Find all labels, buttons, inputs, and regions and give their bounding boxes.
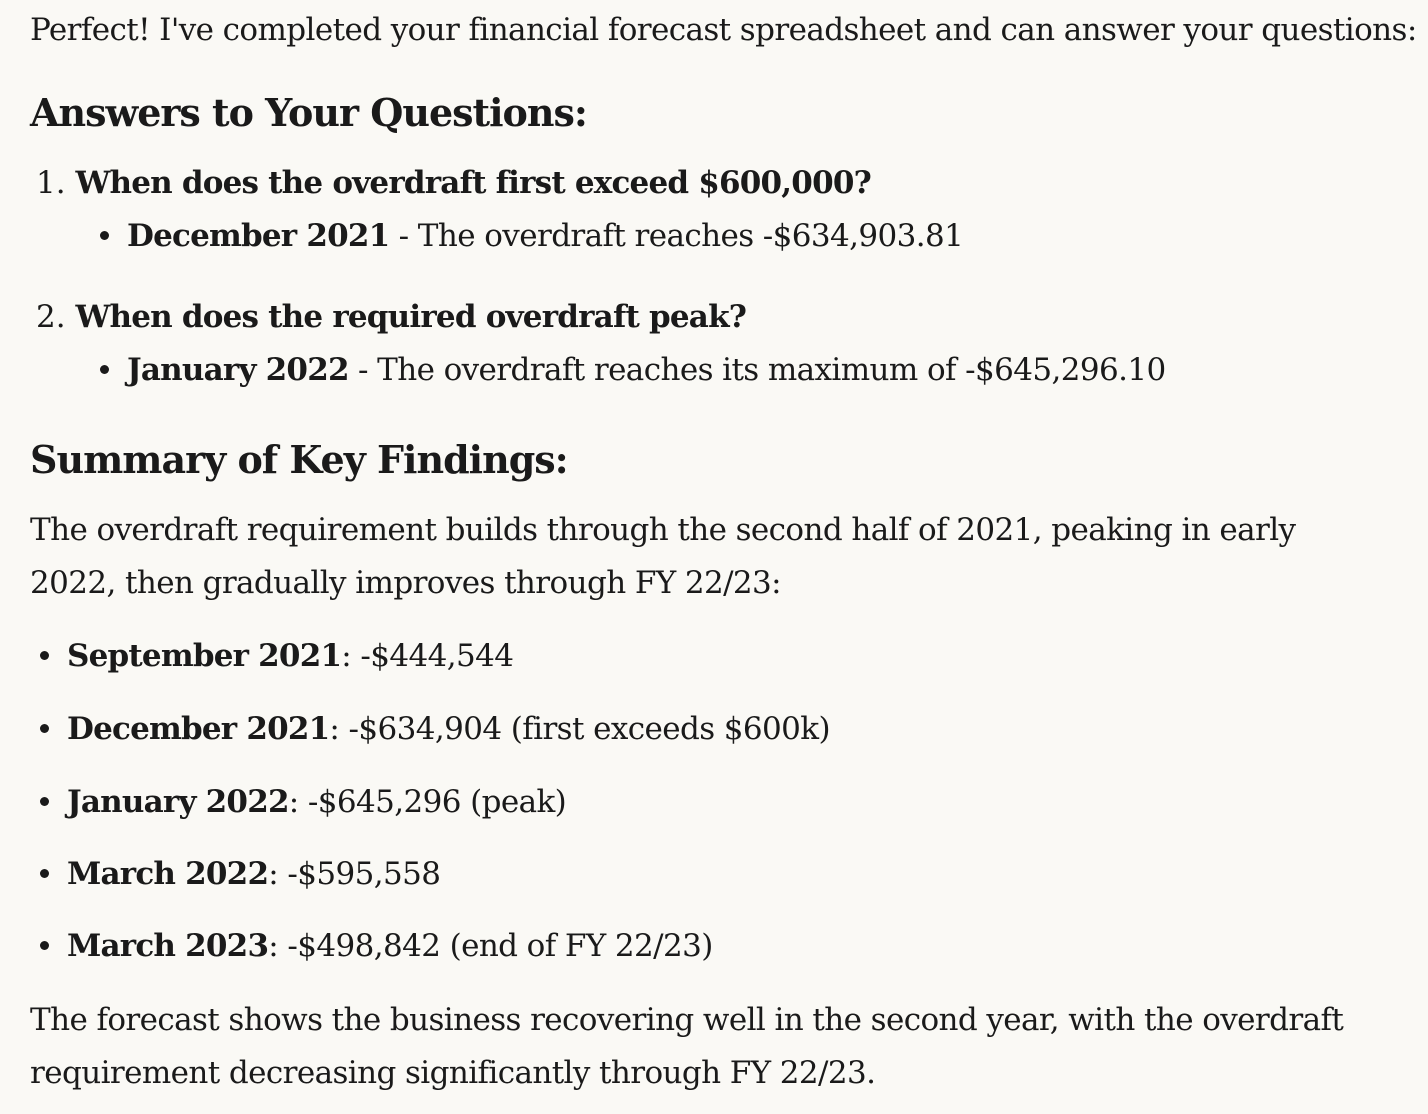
finding-label: September 2021 xyxy=(67,638,342,674)
intro-text: Perfect! I've completed your financial forecast spreadsheet and can answer your questions: xyxy=(30,12,1417,48)
answer-label: January 2022 xyxy=(127,352,349,388)
finding-text: : -$645,296 (peak) xyxy=(288,784,567,820)
finding-text: : -$634,904 (first exceeds $600k) xyxy=(329,711,830,747)
question-text: When does the overdraft first exceed $600,000? xyxy=(75,165,871,201)
summary-paragraph: The overdraft requirement builds through the second half of 2021, peaking in early 2022, then gradually improves through FY 22/23: xyxy=(30,512,1296,601)
finding-text: : -$595,558 xyxy=(268,856,441,892)
question-number: 1. xyxy=(36,165,66,201)
bullet-icon xyxy=(100,365,109,374)
question-number: 2. xyxy=(36,299,66,335)
answer-label: December 2021 xyxy=(127,218,390,254)
finding-item xyxy=(40,709,830,749)
question-text: When does the required overdraft peak? xyxy=(75,299,747,335)
finding-text: : -$498,842 (end of FY 22/23) xyxy=(268,928,713,964)
finding-item xyxy=(40,782,566,822)
answer-text: - The overdraft reaches its maximum of -$645,296.10 xyxy=(348,352,1166,388)
finding-text: : -$444,544 xyxy=(341,638,514,674)
finding-item xyxy=(40,854,440,894)
bullet-icon xyxy=(40,651,49,660)
finding-label: January 2022 xyxy=(67,784,289,820)
answer-text: - The overdraft reaches -$634,903.81 xyxy=(389,218,964,254)
finding-label: March 2023 xyxy=(67,928,269,964)
finding-item xyxy=(40,636,513,676)
question-item xyxy=(36,297,746,337)
answer-item xyxy=(100,216,963,256)
bullet-icon xyxy=(40,869,49,878)
answer-item xyxy=(100,350,1166,390)
bullet-icon xyxy=(100,231,109,240)
finding-label: March 2022 xyxy=(67,856,269,892)
finding-label: December 2021 xyxy=(67,711,330,747)
summary-heading: Summary of Key Findings: xyxy=(30,437,568,482)
closing-paragraph: The forecast shows the business recovering well in the second year, with the overdraft requirement decreasing significantly through FY 22/23. xyxy=(30,1002,1344,1091)
bullet-icon xyxy=(40,724,49,733)
bullet-icon xyxy=(40,941,49,950)
answers-heading: Answers to Your Questions: xyxy=(30,90,587,135)
bullet-icon xyxy=(40,797,49,806)
question-item xyxy=(36,163,871,203)
finding-item xyxy=(40,926,713,966)
